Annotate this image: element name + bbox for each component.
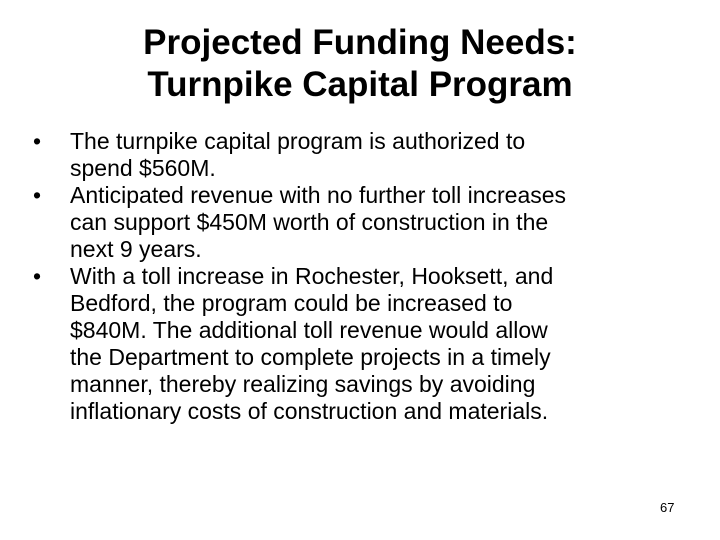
page-number: 67 xyxy=(660,500,675,515)
bullet-text-line: next 9 years. xyxy=(70,236,202,262)
bullet-text-line: $840M. The additional toll revenue would allow xyxy=(70,317,548,343)
bullet-list xyxy=(33,128,693,425)
bullet-text-line: With a toll increase in Rochester, Hooksett, and xyxy=(70,263,554,289)
slide-title-line-2: Turnpike Capital Program xyxy=(147,65,573,104)
bullet-item-toll-increase xyxy=(33,263,693,425)
slide-title-line-1: Projected Funding Needs: xyxy=(143,23,577,62)
bullet-text-line: manner, thereby realizing savings by avoiding xyxy=(70,371,536,397)
bullet-text-line: spend $560M. xyxy=(70,155,216,181)
bullet-dot-icon: • xyxy=(33,263,42,289)
bullet-item-authorized-spend xyxy=(33,128,693,182)
bullet-item-anticipated-revenue xyxy=(33,182,693,263)
bullet-dot-icon: • xyxy=(33,128,42,154)
bullet-text-line: Anticipated revenue with no further toll increases xyxy=(70,182,567,208)
bullet-text-line: can support $450M worth of construction in the xyxy=(70,209,549,235)
bullet-text-line: inflationary costs of construction and materials. xyxy=(70,398,549,424)
bullet-dot-icon: • xyxy=(33,182,42,208)
bullet-text-line: The turnpike capital program is authorized to xyxy=(70,128,526,154)
bullet-text-line: Bedford, the program could be increased to xyxy=(70,290,513,316)
bullet-text-line: the Department to complete projects in a timely xyxy=(70,344,551,370)
slide-title xyxy=(0,22,720,106)
